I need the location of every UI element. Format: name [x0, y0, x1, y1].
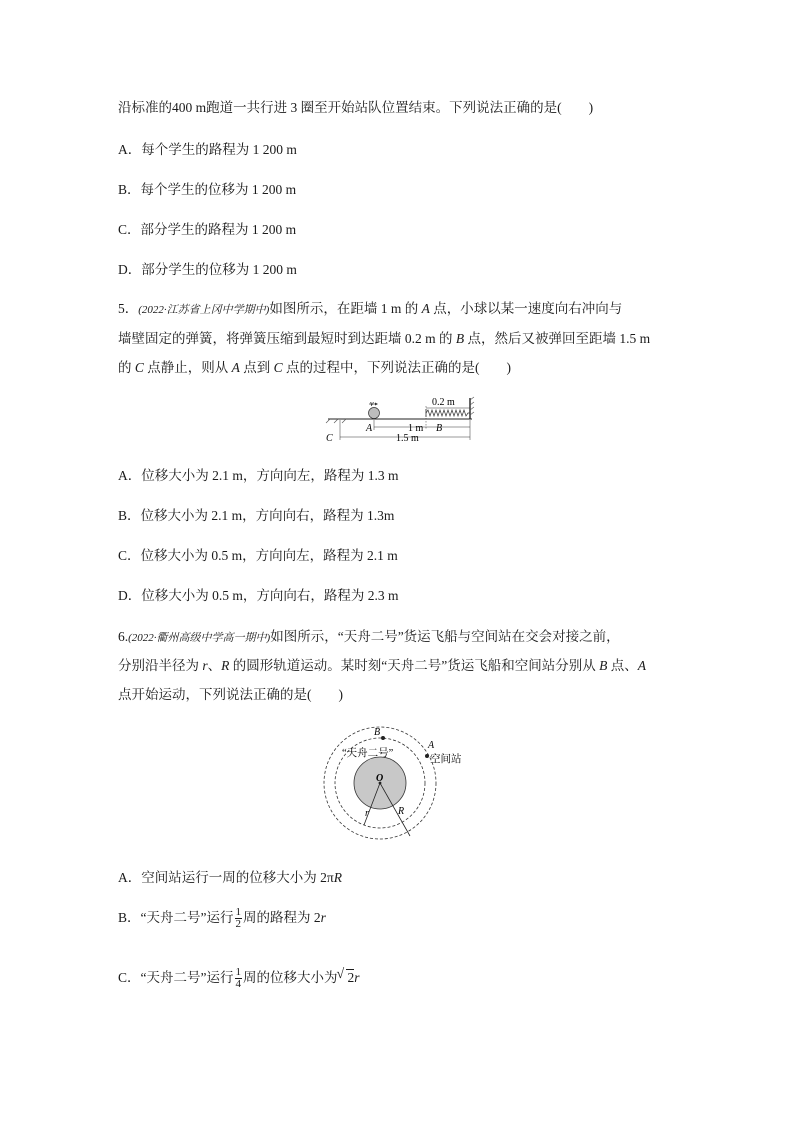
question-source: (2022·江苏省上冈中学期中) [138, 304, 270, 316]
q6-option-b [118, 906, 326, 930]
spring [426, 410, 470, 416]
point-label-a: A [366, 423, 373, 434]
q5-option-b: B．位移大小为 2.1 m，方向向右，路程为 1.3m [118, 508, 395, 523]
point-label: A [421, 301, 430, 316]
station-label: 空间站 [430, 754, 462, 765]
variable: r [320, 910, 326, 925]
option-text: 周的路程为 2 [243, 910, 321, 925]
question-text: 点，然后又被弹回至距墙 1.5 m [464, 331, 651, 346]
question-6-line-1 [118, 625, 620, 645]
question-text: 点的过程中，下列说法正确的是( ) [282, 360, 512, 375]
center-label: O [376, 773, 384, 784]
question-4-text: 沿标准的400 m跑道一共行进 3 圈至开始站队位置结束。下列说法正确的是( ) [118, 100, 594, 115]
point-label: A [637, 658, 646, 673]
q4-option-c: C．部分学生的路程为 1 200 m [118, 222, 297, 237]
question-text: 墙壁固定的弹簧，将弹簧压缩到最短时到达距墙 0.2 m 的 [118, 331, 456, 346]
question-text: 点，小球以某一速度向右冲向与 [429, 301, 623, 316]
question-5-line-2 [118, 327, 650, 347]
q4-option-b: B．每个学生的位移为 1 200 m [118, 182, 297, 197]
question-text: 点到 [239, 360, 274, 375]
point-label: C [134, 360, 144, 375]
fraction-one-quarter [235, 967, 243, 990]
q4-option-d: D．部分学生的位移为 1 200 m [118, 262, 297, 277]
question-number: 6. [118, 629, 129, 644]
point-label-b: B [374, 727, 381, 738]
ball [369, 408, 380, 419]
option-text: A．空间站运行一周的位移大小为 2π [118, 870, 334, 885]
question-5-line-1 [118, 297, 622, 317]
variable: r [354, 970, 360, 985]
distance-label-1m: 1 m [408, 423, 424, 434]
point-label-a: A [428, 740, 435, 751]
question-6-line-2 [118, 654, 646, 674]
velocity-label: v [370, 399, 374, 408]
q5-option-d: D．位移大小为 0.5 m，方向向右，路程为 2.3 m [118, 588, 399, 603]
point-label: B [455, 331, 465, 346]
question-text: 分别沿半径为 [118, 658, 203, 673]
orbit-diagram [318, 722, 478, 846]
option-text: C．“天舟二号”运行 [118, 970, 234, 985]
point-label: A [231, 360, 240, 375]
question-text: 点、 [607, 658, 638, 673]
q6-option-a [118, 866, 342, 886]
q5-option-a: A．位移大小为 2.1 m，方向向左，路程为 1.3 m [118, 468, 399, 483]
question-source: (2022·衢州高级中学高一期中) [128, 632, 271, 644]
point-label-b: B [436, 423, 443, 434]
option-text: B．“天舟二号”运行 [118, 910, 234, 925]
ship-marker [381, 736, 385, 740]
question-text: 如图所示，在距墙 1 m 的 [269, 301, 422, 316]
question-5-line-3 [118, 356, 511, 376]
q5-option-c: C．位移大小为 0.5 m，方向向左，路程为 2.1 m [118, 548, 398, 563]
fraction-one-half [235, 907, 243, 930]
variable: r [202, 658, 208, 673]
distance-label-0-2m: 0.2 m [432, 397, 455, 408]
variable: R [221, 658, 230, 673]
point-label: C [273, 360, 283, 375]
q6-option-c [118, 966, 360, 990]
variable: R [333, 870, 342, 885]
question-text: 的 [118, 360, 135, 375]
fraction-numerator: 1 [235, 906, 241, 919]
square-root: √ 2 [346, 969, 355, 986]
spring-ball-diagram [320, 394, 480, 446]
arrowhead [375, 403, 378, 406]
point-label: B [599, 658, 608, 673]
q4-option-a: A．每个学生的路程为 1 200 m [118, 142, 297, 157]
question-text: 、 [207, 658, 222, 673]
station-marker [425, 754, 429, 758]
option-text: 周的位移大小为 [243, 970, 338, 985]
question-text: 点静止，则从 [143, 360, 232, 375]
question-6-line-3: 点开始运动，下列说法正确的是( ) [118, 687, 343, 702]
ship-label: “天舟二号” [342, 748, 394, 759]
fraction-denominator: 4 [235, 978, 241, 991]
fraction-numerator: 1 [235, 966, 241, 979]
ground-hatch [326, 419, 346, 423]
question-text: 的圆形轨道运动。某时刻“天舟二号”货运飞船和空间站分别从 [229, 658, 600, 673]
fraction-denominator: 2 [235, 918, 241, 931]
point-label-c: C [326, 433, 333, 444]
distance-label-1-5m: 1.5 m [396, 433, 419, 444]
question-text: 如图所示，“天舟二号”货运飞船与空间站在交会对接之前， [270, 629, 620, 644]
radius-r-label: r [365, 808, 369, 819]
question-number: 5． [118, 301, 139, 316]
radius-R-label: R [398, 806, 405, 817]
